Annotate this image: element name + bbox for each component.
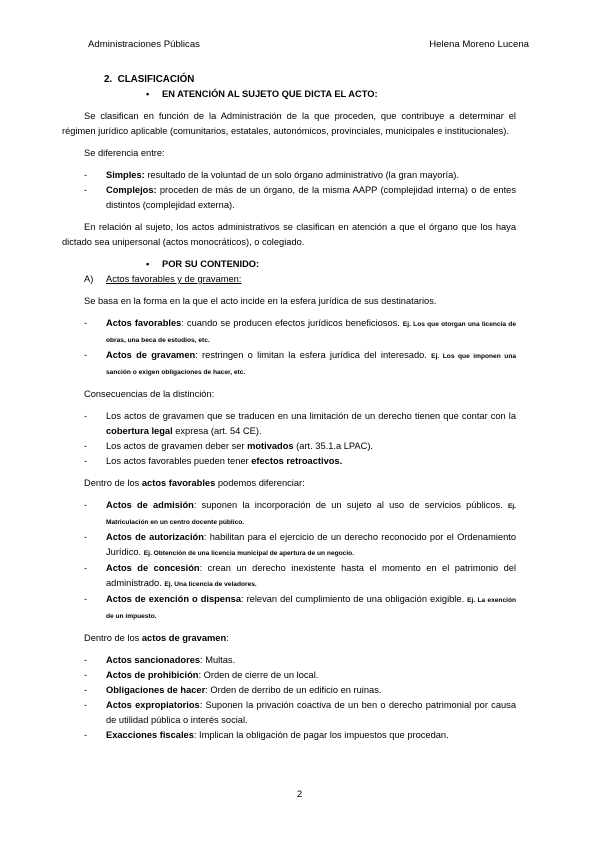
subject-intro: Se clasifican en función de la Administración de la que proceden, que contribuye a determinar el régimen jurídico aplicable (comunitarios, estatales, autonómicos, provinciales, municipales e institucionales). (62, 111, 516, 136)
list-item: - Actos de concesión: crean un derecho inexistente hasta el momento en el patrimonio del administrado. Ej. Una licencia de veladores. (84, 561, 516, 592)
page-body (62, 72, 516, 743)
list-item: - Actos de exención o dispensa: relevan del cumplimiento de una obligación exigible. Ej. La exención de un impuesto. (84, 592, 516, 624)
header-left: Administraciones Públicas (88, 39, 200, 50)
list-item: - Los actos de gravamen deber ser motivados (art. 35.1.a LPAC). (84, 439, 516, 454)
bullet-icon: • (146, 89, 150, 99)
gravamen-intro: Dentro de los actos de gravamen: (84, 633, 229, 643)
page-number: 2 (296, 789, 303, 800)
bullet-icon: • (146, 259, 150, 269)
section-heading (104, 72, 516, 87)
subject-list (62, 168, 516, 213)
list-item: - Actos de gravamen: restringen o limitan la esfera jurídica del interesado. Ej. Los que imponen una sanción o exigen obligaciones de hacer, etc. (84, 348, 516, 380)
list-item: - Actos de admisión: suponen la incorporación de un sujeto al uso de servicios públicos. Ej. Matriculación en un centro docente público. (84, 498, 516, 530)
content-heading: • POR SU CONTENIDO: (146, 257, 516, 272)
content-intro: Se basa en la forma en la que el acto incide en la esfera jurídica de sus destinatarios. (84, 296, 437, 306)
list-item: - Actos de prohibición: Orden de cierre de un local. (84, 668, 516, 683)
list-item: - Actos favorables: cuando se producen efectos jurídicos beneficiosos. Ej. Los que otorgan una licencia de obras, una beca de estudios, etc. (84, 316, 516, 348)
favorables-list (62, 498, 516, 624)
list-item: - Actos expropiatorios: Suponen la privación coactiva de un ben o derecho patrimonial por causa de utilidad pública o interés social. (84, 698, 516, 728)
gravamen-list (62, 653, 516, 743)
list-item: - Exacciones fiscales: Implican la obligación de pagar los impuestos que procedan. (84, 728, 516, 743)
subject-relation: En relación al sujeto, los actos administrativos se clasifican en atención a que el órgano que los haya dictado sea unipersonal (actos monocráticos), o colegiado. (62, 222, 516, 247)
list-item: - Los actos favorables pueden tener efectos retroactivos. (84, 454, 516, 469)
list-item: - Actos de autorización: habilitan para el ejercicio de un derecho reconocido por el Ordenamiento Jurídico. Ej. Obtención de una licencia municipal de apertura de un negocio. (84, 530, 516, 561)
list-item: - Complejos: proceden de más de un órgano, de la misma AAPP (complejidad interna) o de entes distintos (complejidad externa). (84, 183, 516, 213)
header-right: Helena Moreno Lucena (429, 39, 529, 50)
list-item: - Obligaciones de hacer: Orden de derribo de un edificio en ruinas. (84, 683, 516, 698)
subsection-title: Actos favorables y de gravamen: (106, 274, 242, 284)
list-item: - Los actos de gravamen que se traducen en una limitación de un derecho tienen que contar con la cobertura legal expresa (art. 54 CE). (84, 409, 516, 439)
subsection-a: A) Actos favorables y de gravamen: (84, 274, 242, 284)
subject-distinction: Se diferencia entre: (84, 148, 165, 158)
subject-heading: • EN ATENCIÓN AL SUJETO QUE DICTA EL ACTO: (146, 87, 516, 102)
list-item: - Simples: resultado de la voluntad de un solo órgano administrativo (la gran mayoría). (84, 168, 516, 183)
consequences-heading: Consecuencias de la distinción: (84, 389, 215, 399)
section-number: 2. (104, 74, 113, 85)
favorables-intro: Dentro de los actos favorables podemos diferenciar: (84, 478, 305, 488)
consequences-list (62, 409, 516, 469)
content-list (62, 316, 516, 380)
section-title: CLASIFICACIÓN (117, 74, 195, 85)
list-item: - Actos sancionadores: Multas. (84, 653, 516, 668)
